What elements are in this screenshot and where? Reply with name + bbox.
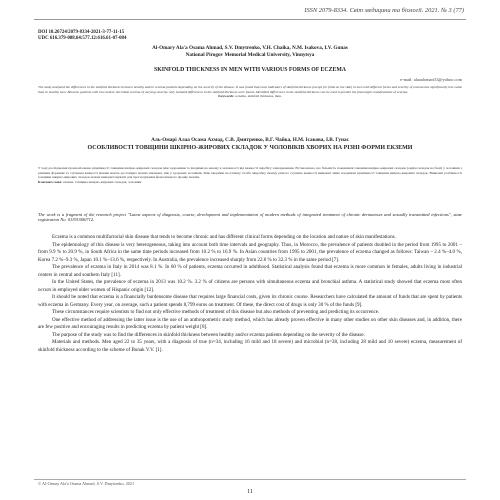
keywords-en-label: Keywords: (218, 94, 235, 98)
institution-en: National Pirogov Memorial Medical University, Vinnytsya (185, 52, 315, 58)
keywords-ua-label: Ключові слова: (38, 179, 63, 184)
body-paragraph: These circumstances require scientists to find not only effective methods of treatment of this disease but also methods of preventing and predicting its occurrence. (52, 309, 380, 315)
keywords-en-text: eczema, skinfold thickness, men. (235, 94, 282, 98)
article-body (38, 234, 462, 354)
authors-en: Al-Omary Ala'a Osama Ahmad, S.V. Dmytrenko, V.H. Chaika, N.M. Isakova, I.V. Gunas (152, 45, 348, 51)
doi: DOI 10.26724/2079-8334-2021-3-77-11-15 (38, 30, 125, 35)
abstract-ua (38, 166, 462, 184)
journal-header: ISSN 2079-8334. Світ медицини та біології. 2021. № 3 (77) (304, 7, 464, 14)
body-paragraph: The prevalence of eczema in Italy in 2014 was 8.1 %. In 60 % of patients, eczema occurred in adulthood. Statistical analysis found that eczema is more common in females, adults living in industrial centers in central and southern Italy [11]. (38, 264, 462, 278)
abstract-ua-text: У ході дослідження проаналізовано відмінності товщини шкірно-жирових складок між здоровими та хворими на екзему в залежності від важкості перебігу захворювання. Встановлено, що більшість показників товщини шкірно-жирових складок (окрім складок на боці) у чоловіків з різними формами та ступенем важкості екземи мають достовірно менші значення, ніж у здорових чоловіків. Між хворими на істинну та/або мікробну екзему різного ступеню важкості виявлені лише поодинокі відмінності товщини шкірно-жирових складок. Виявлені розбіжності товщини шкірно-жирових складок можна використовувати для прогнозування фенотипового прояву екземи. (38, 166, 462, 179)
copyright: © Al-Omary Ala'a Osama Ahmad, S.V. Dmytrenko, 2021 (38, 481, 135, 486)
body-paragraph: Eczema is a common multifactorial skin disease that tends to become chronic and has different clinical forms depending on the location and nature of skin manifestations. (52, 234, 396, 240)
body-paragraph: One effective method of addressing the latter issue is the use of an anthropometric study method, which has already proven effective in many other studies on other skin diseases and, in addition, there are few positive and encouraging results in predicting eczema by patient weight [8]. (38, 316, 462, 330)
funding-note: The work is a fragment of the research project "Latest aspects of diagnosis, course, development and implementation of modern methods of integrated treatment of chronic dermatoses and sexually transmitted infections", state registration No. 0119U000712. (38, 212, 462, 223)
body-paragraph: In the United States, the prevalence of eczema in 2013 was 10.2 %. 3.2 % of citizens are persons with simultaneous eczema and bronchial asthma. A statistical study showed that eczema most often occurs in employed older women of Hispanic origin [12]. (38, 279, 462, 293)
article-title-ua: ОСОБЛИВОСТІ ТОВЩИНИ ШКІРНО-ЖИРОВИХ СКЛАДОК У ЧОЛОВІКІВ ХВОРИХ НА РІЗНІ ФОРМИ ЕКЗЕМИ (87, 145, 413, 151)
header-rule (34, 19, 466, 20)
footer-rule (34, 479, 466, 480)
page-number: 11 (247, 489, 253, 495)
body-paragraph: The epidemiology of this disease is very heterogeneous, taking into account both time intervals and geography. Thus, in Morocco, the prevalence of patients doubled in the period from 1995 to 2001 – from 9.9 % to 20.9 %, in South Africa in the same time periods increased from 10.2 % to 16.9 %. In Asian countries from 1995 to 2001, the prevalence of eczema changed as follows: Taiwan – 2.4 %–4.0 %, Korea 7.2 %–9.3 %, Japan 10.1 %–13.6 %, respectively. In Australia, the prevalence increased sharply from 22.6 % to 32.3 % in the same period [7]. (38, 241, 462, 263)
email: e-mail: alaaalomari33@yahoo.com (400, 77, 462, 82)
body-paragraph: Materials and methods. Men aged 22 to 35 years, with a diagnosis of true (n=34, including 16 mild and 18 severe) and microbial (n=38, including 28 mild and 10 severe) eczema, measurement of skinfold thickness according to the scheme of Bunak V.V. [1]. (38, 339, 462, 353)
udc: UDC 616.379-008.64:577.12:616.61-07-084 (38, 36, 127, 41)
authors-ua: Аль-Омарі Алаа Осама Ахмад, С.В. Дмитренко, В.Г. Чайка, Н.М. Ісакова, І.В. Гунас (151, 137, 349, 143)
abstract-en (38, 85, 462, 99)
keywords-ua-text: екзема, товщина шкірно-жирових складок, чоловіки. (63, 179, 143, 184)
abstract-en-text: The study analyzed the differences in the skinfold thickness between healthy and/or eczema patients depending on the severity of the disease. It was found that most indicators of skinfold thickness (except for folds on the side) in men with different forms and severity of eczema has significantly less value than in healthy men. Between patients with true and/or microbial eczema of varying severity, only isolated differences in the skinfold thickness were found. Identified differences in the skinfold thickness can be used to predict the phenotypic manifestation of eczema. (38, 85, 462, 94)
article-title-en: SKINFOLD THICKNESS IN MEN WITH VARIOUS FORMS OF ECZEMA (154, 67, 346, 73)
body-paragraph: It should be noted that eczema is a financially burdensome disease that requires large financial costs, given its chronic course. Researchers have calculated the amount of funds that are spent by patients with eczema in Germany. Every year, on average, such a patient spends 8,799 euros on treatment. Of these, the direct cost of drugs is only 30 % of the funds [9]. (38, 294, 462, 308)
body-paragraph: The purpose of the study was to find the differences in skinfold thickness between healthy and/or eczema patients depending on the severity of the disease. (52, 331, 365, 338)
